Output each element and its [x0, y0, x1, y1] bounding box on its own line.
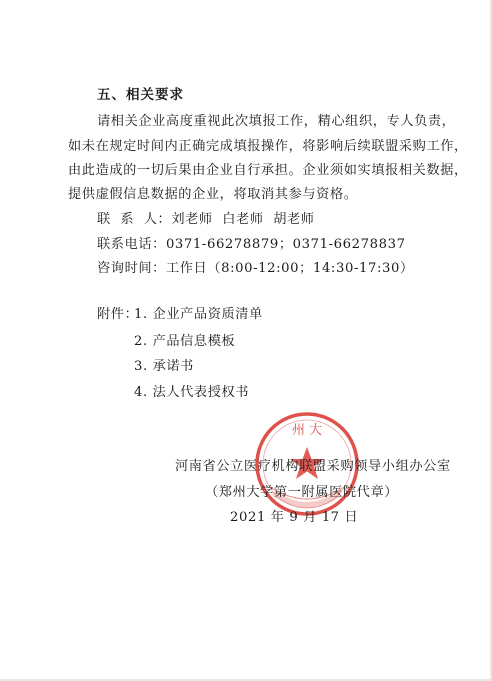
- attachment-item-4: 4. 法人代表授权书: [134, 385, 250, 400]
- contact-people-row: [97, 211, 315, 229]
- contact-people-value: 刘老师 白老师 胡老师: [171, 212, 315, 227]
- section-heading: 五、相关要求: [97, 87, 184, 103]
- attachments-label: 附件：: [97, 307, 139, 322]
- paragraph-line-2: 如未在规定时间内正确完成填报操作，将影响后续联盟采购工作，: [68, 139, 468, 154]
- contact-phone-row: [97, 236, 406, 254]
- seal-text: 州 大: [291, 423, 323, 438]
- contact-hours-label: 咨询时间：: [97, 261, 166, 276]
- signature-date: 2021 年 9 月 17 日: [230, 510, 359, 525]
- paragraph-line-3: 由此造成的一切后果由企业自行承担。企业须如实填报相关数据，: [68, 163, 468, 178]
- attachment-item-2: 2. 产品信息模板: [134, 334, 236, 349]
- attachment-item-1: 1. 企业产品资质清单: [134, 307, 263, 322]
- paragraph-line-1: 请相关企业高度重视此次填报工作，精心组织，专人负责，: [97, 114, 456, 129]
- signature-agent: （郑州大学第一附属医院代章）: [205, 485, 399, 500]
- paragraph-line-4: 提供虚假信息数据的企业，将取消其参与资格。: [68, 187, 358, 202]
- contact-hours-row: [97, 260, 414, 278]
- signature-organization: 河南省公立医疗机构联盟采购领导小组办公室: [175, 459, 451, 474]
- contact-phone-value: 0371-66278879；0371-66278837: [165, 237, 406, 252]
- contact-people-label: 联 系 人：: [97, 212, 172, 227]
- attachment-item-3: 3. 承诺书: [134, 359, 194, 374]
- contact-hours-value: 工作日（8:00-12:00；14:30-17:30）: [165, 261, 414, 276]
- contact-phone-label: 联系电话：: [97, 237, 166, 252]
